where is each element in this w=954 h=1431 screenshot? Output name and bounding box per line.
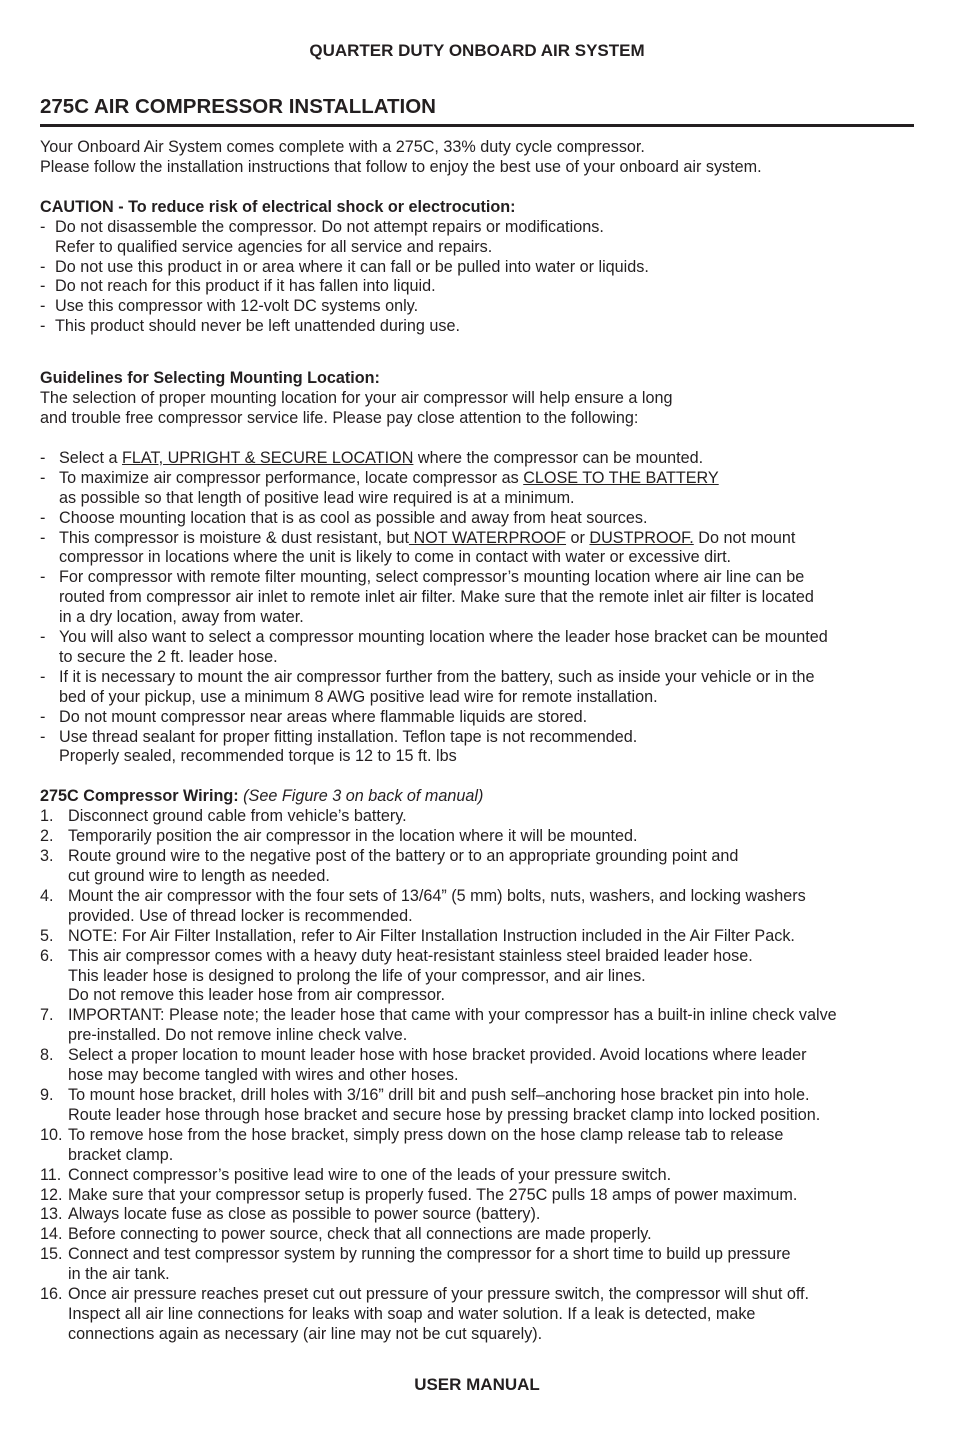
wiring-step [40,927,918,947]
wiring-step [40,947,918,1007]
step-text: Temporarily position the air compressor in the location where it will be mounted. [68,827,638,846]
guideline-item-text: To maximize air compressor performance, locate compressor as CLOSE TO THE BATTERY [59,468,719,487]
wiring-step [40,827,918,847]
intro-line: Please follow the installation instructions that follow to enjoy the best use of your onboard air system. [40,157,762,176]
guideline-item-text: routed from compressor air inlet to remote inlet air filter. Make sure that the remote inlet air filter is located [59,588,814,607]
step-text: Route leader hose through hose bracket and secure hose by pressing bracket clamp into locked position. [68,1105,821,1124]
step-number: 14. [40,1225,63,1244]
guideline-item-text: bed of your pickup, use a minimum 8 AWG positive lead wire for remote installation. [59,687,658,706]
bullet-dash: - [40,448,46,467]
guideline-item-text: Select a FLAT, UPRIGHT & SECURE LOCATION where the compressor can be mounted. [59,448,704,467]
manual-content [40,138,918,1345]
step-text: This air compressor comes with a heavy duty heat-resistant stainless steel braided leader hose. [68,946,753,965]
wiring-step [40,807,918,827]
wiring-step [40,1126,918,1166]
page-title: 275C AIR COMPRESSOR INSTALLATION [40,95,436,118]
bullet-dash: - [40,508,46,527]
step-text: Inspect all air line connections for leaks with soap and water solution. If a leak is detected, make [68,1304,756,1323]
step-number: 1. [40,807,54,826]
step-text: Mount the air compressor with the four sets of 13/64” (5 mm) bolts, nuts, washers, and locking washers [68,886,806,905]
step-text: cut ground wire to length as needed. [68,867,330,885]
step-number: 7. [40,1006,54,1025]
caution-item-text: This product should never be left unattended during use. [55,317,460,336]
wiring-heading-label: 275C Compressor Wiring: [40,787,239,806]
step-number: 6. [40,946,54,965]
guideline-item [40,728,918,768]
step-text: Before connecting to power source, check that all connections are made properly. [68,1225,652,1244]
step-text: bracket clamp. [68,1145,174,1164]
wiring-step [40,847,918,887]
bullet-dash: - [40,257,46,276]
guideline-item-text: Use thread sealant for proper fitting installation. Teflon tape is not recommended. [59,727,638,746]
caution-heading: CAUTION - To reduce risk of electrical shock or electrocution: [40,197,516,216]
wiring-step [40,1046,918,1086]
step-number: 16. [40,1285,63,1304]
step-text: Route ground wire to the negative post of the battery or to an appropriate grounding point and [68,847,739,866]
title-divider [40,124,914,127]
caution-item-text: Do not disassemble the compressor. Do not attempt repairs or modifications. [55,217,604,236]
wiring-heading-note: (See Figure 3 on back of manual) [238,787,484,806]
guidelines-intro-line: and trouble free compressor service life. Please pay close attention to the following: [40,408,639,427]
guidelines-section [40,369,918,767]
step-number: 10. [40,1125,63,1144]
bullet-dash: - [40,667,46,686]
step-number: 9. [40,1085,54,1104]
guideline-item [40,568,918,628]
step-text: Once air pressure reaches preset cut out pressure of your pressure switch, the compressor will shut off. [68,1285,810,1304]
wiring-step [40,1225,918,1245]
bullet-dash: - [40,568,46,587]
guideline-item-text: in a dry location, away from water. [59,608,304,627]
guideline-item [40,668,918,708]
step-text: IMPORTANT: Please note; the leader hose that came with your compressor has a built-in inline check valve [68,1006,837,1025]
step-text: Disconnect ground cable from vehicle’s battery. [68,807,407,826]
guideline-item [40,628,918,668]
guideline-item [40,469,918,509]
guideline-item-text: For compressor with remote filter mounting, select compressor’s mounting location where air line can be [59,568,805,587]
caution-item-text: Refer to qualified service agencies for all service and repairs. [55,237,493,256]
step-number: 11. [40,1165,62,1184]
caution-item [40,317,918,337]
step-number: 13. [40,1205,63,1224]
bullet-dash: - [40,217,46,236]
bullet-dash: - [40,707,46,726]
caution-item-text: Use this compressor with 12-volt DC systems only. [55,297,419,316]
wiring-heading [40,787,918,807]
bullet-dash: - [40,277,46,296]
emphasis-underline: DUSTPROOF. [589,528,694,547]
step-text: To remove hose from the hose bracket, simply press down on the hose clamp release tab to release [68,1125,784,1144]
intro-line: Your Onboard Air System comes complete with a 275C, 33% duty cycle compressor. [40,138,645,156]
step-text: Connect compressor’s positive lead wire to one of the leads of your pressure switch. [68,1165,672,1184]
wiring-step [40,1205,918,1225]
guidelines-intro-line: The selection of proper mounting location for your air compressor will help ensure a long [40,389,673,408]
step-number: 5. [40,926,54,945]
step-number: 3. [40,847,54,866]
bullet-dash: - [40,468,46,487]
step-text: pre-installed. Do not remove inline check valve. [68,1026,408,1045]
emphasis-underline: NOT WATERPROOF [408,528,567,547]
caution-section [40,198,918,337]
guideline-item-text: This compressor is moisture & dust resistant, but NOT WATERPROOF or DUSTPROOF. Do not mount [59,528,796,547]
wiring-step [40,1245,918,1285]
step-text: To mount hose bracket, drill holes with 3/16” drill bit and push self–anchoring hose bracket pin into hole. [68,1085,810,1104]
step-text: provided. Use of thread locker is recommended. [68,906,413,925]
bullet-dash: - [40,317,46,336]
guideline-item-text: as possible so that length of positive lead wire required is at a minimum. [59,488,575,507]
document-footer: USER MANUAL [414,1375,540,1394]
wiring-step [40,1086,918,1126]
caution-item [40,258,918,278]
step-number: 15. [40,1245,63,1264]
guideline-item [40,509,918,529]
step-number: 2. [40,827,54,846]
step-number: 4. [40,886,54,905]
wiring-section [40,787,918,1344]
step-text: Connect and test compressor system by running the compressor for a short time to build up pressure [68,1245,791,1264]
wiring-step [40,1186,918,1206]
wiring-step [40,887,918,927]
guideline-item-text: Properly sealed, recommended torque is 12 to 15 ft. lbs [59,747,457,766]
step-number: 12. [40,1185,63,1204]
step-text: NOTE: For Air Filter Installation, refer to Air Filter Installation Instruction included in the Air Filter Pack. [68,926,795,945]
caution-item-text: Do not reach for this product if it has fallen into liquid. [55,277,436,296]
bullet-dash: - [40,528,46,547]
step-text: This leader hose is designed to prolong the life of your compressor, and air lines. [68,966,646,985]
guideline-item [40,529,918,569]
intro-paragraph [40,138,918,178]
step-text: hose may become tangled with wires and other hoses. [68,1066,459,1085]
guidelines-heading: Guidelines for Selecting Mounting Location: [40,369,380,388]
step-text: in the air tank. [68,1265,170,1284]
guideline-item-text: If it is necessary to mount the air compressor further from the battery, such as inside your vehicle or in the [59,667,815,686]
emphasis-underline: CLOSE TO THE BATTERY [523,468,719,487]
bullet-dash: - [40,297,46,316]
step-text: Always locate fuse as close as possible to power source (battery). [68,1205,541,1224]
wiring-steps-list [40,807,918,1344]
guideline-item-text: You will also want to select a compressor mounting location where the leader hose bracket can be mounted [59,628,828,647]
step-number: 8. [40,1046,54,1065]
guideline-item-text: to secure the 2 ft. leader hose. [59,647,278,666]
emphasis-underline: FLAT, UPRIGHT & SECURE LOCATION [122,448,414,467]
bullet-dash: - [40,628,46,647]
wiring-step [40,1006,918,1046]
caution-item [40,277,918,297]
guideline-item [40,708,918,728]
wiring-step [40,1166,918,1186]
step-text: Make sure that your compressor setup is properly fused. The 275C pulls 18 amps of power maximum. [68,1185,798,1204]
guideline-item-text: Choose mounting location that is as cool as possible and away from heat sources. [59,508,648,527]
guideline-item [40,449,918,469]
guideline-item-text: compressor in locations where the unit is likely to come in contact with water or excessive dirt. [59,548,732,567]
step-text: Select a proper location to mount leader hose with hose bracket provided. Avoid locations where leader [68,1046,807,1065]
caution-item-text: Do not use this product in or area where it can fall or be pulled into water or liquids. [55,257,649,276]
step-text: connections again as necessary (air line may not be cut squarely). [68,1324,543,1343]
step-text: Do not remove this leader hose from air compressor. [68,986,445,1005]
caution-item [40,218,918,258]
caution-item [40,297,918,317]
bullet-dash: - [40,727,46,746]
wiring-step [40,1285,918,1345]
guideline-item-text: Do not mount compressor near areas where flammable liquids are stored. [59,707,588,726]
document-header: QUARTER DUTY ONBOARD AIR SYSTEM [309,41,645,60]
